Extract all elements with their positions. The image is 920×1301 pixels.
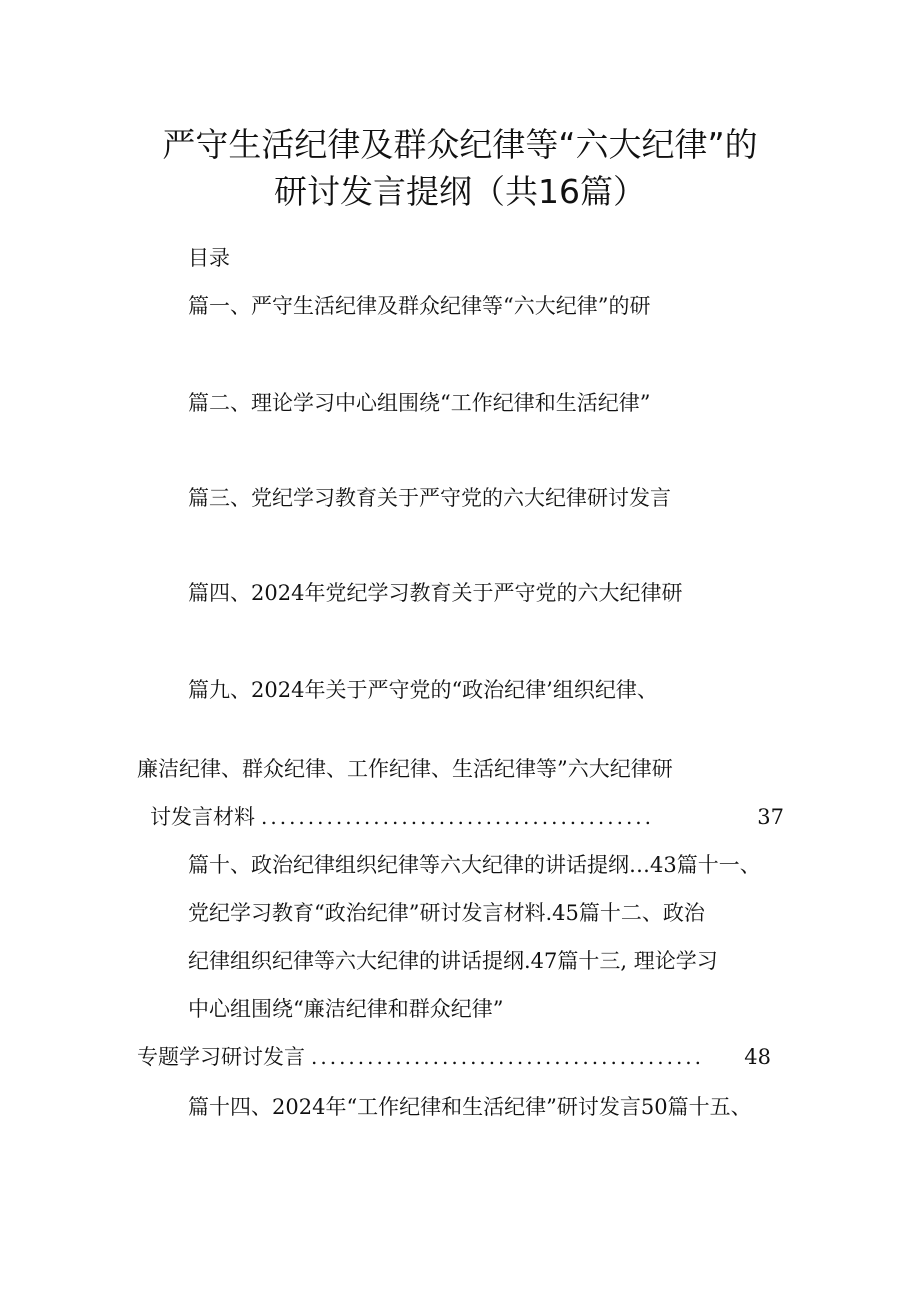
toc-entry-13-line-1: 中心组围绕“廉洁纪律和群众纪律” (188, 997, 504, 1021)
document-title-line-1: 严守生活纪律及群众纪律等“六大纪律”的 (162, 125, 758, 164)
toc-entry-9-text: 讨发言材料 (150, 805, 255, 829)
toc-entry-2: 篇二、理论学习中心组围绕“工作纪律和生活纪律” (188, 391, 651, 415)
toc-heading: 目录 (188, 246, 230, 270)
toc-entry-12: 纪律组织纪律等六大纪律的讲话提纲.47篇十三, 理论学习 (188, 949, 718, 973)
toc-entry-11: 党纪学习教育“政治纪律”研讨发言材料.45篇十二、政治 (188, 901, 705, 925)
toc-entry-13-text: 专题学习研讨发言 (137, 1045, 305, 1069)
document-title-line-2: 研讨发言提纲（共16篇） (274, 172, 646, 211)
toc-entry-3: 篇三、党纪学习教育关于严守党的六大纪律研讨发言 (188, 486, 671, 510)
toc-entry-4: 篇四、2024年党纪学习教育关于严守党的六大纪律研 (188, 581, 683, 605)
toc-entry-14: 篇十四、2024年“工作纪律和生活纪律”研讨发言50篇十五、 (188, 1095, 752, 1119)
toc-entry-9-line-1: 篇九、2024年关于严守党的“政治纪律’组织纪律、 (188, 678, 658, 702)
toc-entry-13-line-2 (137, 1043, 771, 1071)
toc-entry-9-line-3 (150, 803, 784, 831)
toc-entry-13-page-number: 48 (744, 1045, 771, 1069)
toc-entry-9-line-2: 廉洁纪律、群众纪律、工作纪律、生活纪律等”六大纪律研 (137, 757, 673, 781)
toc-entry-10: 篇十、政治纪律组织纪律等六大纪律的讲话提纲…43篇十一、 (188, 853, 761, 877)
toc-leader-dots: .......................................... (311, 1045, 705, 1069)
toc-entry-1: 篇一、严守生活纪律及群众纪律等“六大纪律”的研 (188, 294, 651, 318)
toc-leader-dots: .......................................... (261, 805, 655, 829)
toc-entry-9-page-number: 37 (757, 805, 784, 829)
